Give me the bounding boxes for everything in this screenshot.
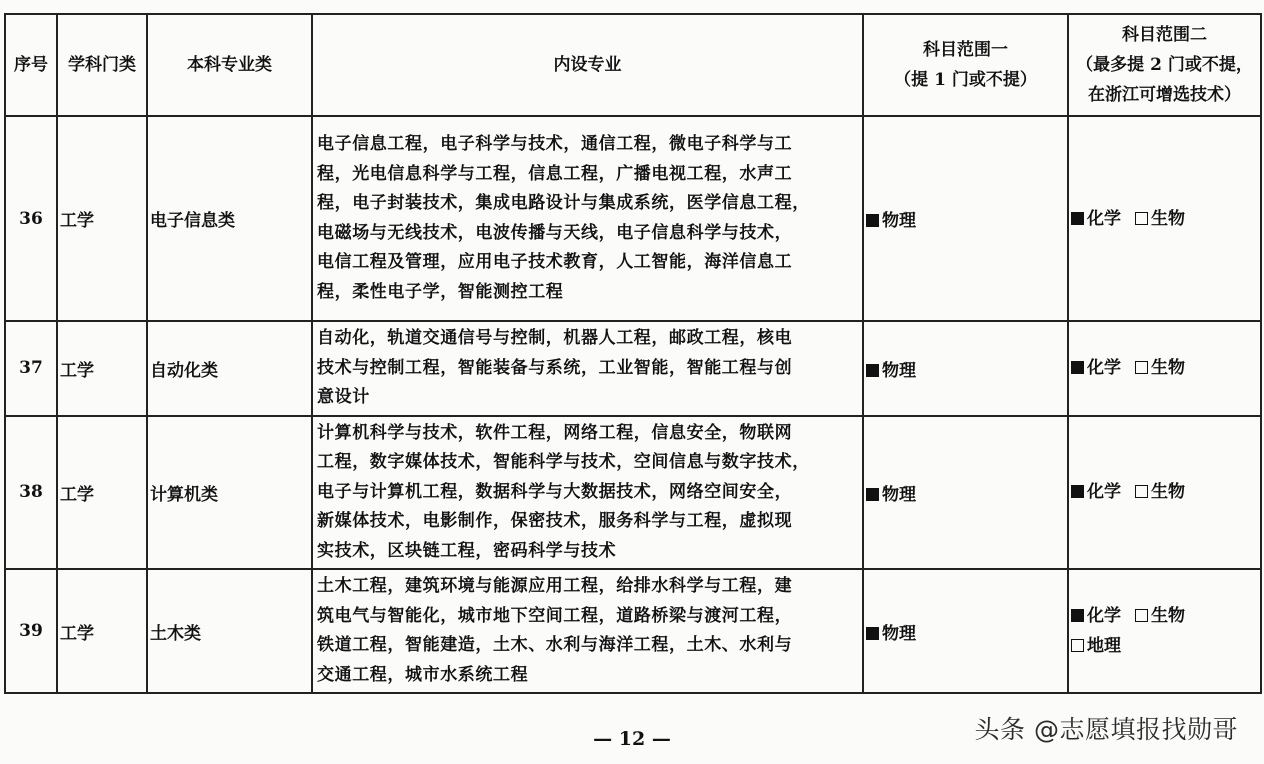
header-subject1-line: （提 1 门或不提） — [894, 70, 1037, 90]
table-header-row — [5, 14, 1261, 116]
checked-box-icon — [1071, 212, 1084, 225]
subject-option — [1071, 601, 1121, 631]
subject2-line — [1071, 631, 1260, 661]
checked-box-icon — [1071, 361, 1084, 374]
unchecked-box-icon — [1071, 639, 1084, 652]
row-subject2 — [1068, 116, 1261, 321]
major-line: 交通工程，城市水系统工程 — [317, 664, 529, 685]
subject-option — [1135, 601, 1185, 631]
row-discipline: 工学 — [57, 416, 147, 570]
table-row — [5, 569, 1261, 693]
subject-option — [866, 206, 916, 231]
row-index: 39 — [5, 569, 57, 693]
subject-option — [1071, 353, 1121, 383]
major-line: 自动化，轨道交通信号与控制，机器人工程，邮政工程，核电 — [317, 328, 793, 348]
major-line: 电信工程及管理，应用电子技术教育，人工智能，海洋信息工 — [317, 252, 793, 272]
row-subject1 — [863, 569, 1068, 693]
subject-label: 生物 — [1151, 482, 1185, 503]
subject-requirements-table — [4, 13, 1262, 694]
unchecked-box-icon — [1135, 609, 1148, 622]
subject-option — [866, 480, 916, 505]
subject-option — [1135, 477, 1185, 507]
unchecked-box-icon — [1135, 485, 1148, 498]
checked-box-icon — [1071, 609, 1084, 622]
row-subject1 — [863, 116, 1068, 321]
header-index: 序号 — [5, 14, 57, 116]
subject-label: 物理 — [882, 211, 916, 231]
row-discipline: 工学 — [57, 569, 147, 693]
row-category: 自动化类 — [147, 321, 312, 416]
row-category: 电子信息类 — [147, 116, 312, 321]
checked-box-icon — [866, 364, 879, 377]
row-majors — [312, 321, 863, 416]
major-line: 实技术，区块链工程，密码科学与技术 — [317, 540, 617, 561]
subject-option — [866, 619, 916, 644]
row-majors — [312, 569, 863, 693]
subject-option — [866, 356, 916, 381]
header-majors: 内设专业 — [312, 14, 863, 116]
major-line: 铁道工程，智能建造，土木、水利与海洋工程，土木、水利与 — [317, 635, 793, 655]
unchecked-box-icon — [1135, 212, 1148, 225]
table-row — [5, 321, 1261, 416]
checked-box-icon — [866, 627, 879, 640]
subject-label: 物理 — [882, 484, 916, 505]
major-line: 电子信息工程，电子科学与技术，通信工程，微电子科学与工 — [317, 134, 793, 154]
subject-option — [1071, 477, 1121, 507]
row-subject2 — [1068, 321, 1261, 416]
checked-box-icon — [866, 214, 879, 227]
header-subject2 — [1068, 14, 1261, 116]
row-index: 38 — [5, 416, 57, 570]
major-line: 技术与控制工程，智能装备与系统，工业智能，智能工程与创 — [317, 357, 793, 378]
major-line: 意设计 — [317, 387, 370, 407]
row-index: 36 — [5, 116, 57, 321]
subject-label: 生物 — [1151, 606, 1185, 626]
header-category: 本科专业类 — [147, 14, 312, 116]
row-discipline: 工学 — [57, 321, 147, 416]
major-line: 工程，数字媒体技术，智能科学与技术，空间信息与数字技术， — [317, 452, 810, 472]
page-number: — 12 — — [593, 728, 671, 750]
subject2-line — [1071, 204, 1260, 234]
subject-label: 地理 — [1087, 636, 1121, 656]
row-subject2 — [1068, 569, 1261, 693]
row-subject1 — [863, 416, 1068, 570]
header-subject2-line: 在浙江可增选技术） — [1088, 85, 1241, 105]
header-subject2-line: 科目范围二 — [1122, 25, 1207, 45]
watermark: 头条 @志愿填报找勋哥 — [974, 715, 1238, 744]
subject-label: 生物 — [1151, 358, 1185, 379]
row-subject2 — [1068, 416, 1261, 570]
major-line: 计算机科学与技术，软件工程，网络工程，信息安全，物联网 — [317, 422, 793, 443]
subject-label: 化学 — [1087, 482, 1121, 503]
subject-label: 生物 — [1151, 208, 1185, 229]
header-discipline: 学科门类 — [57, 14, 147, 116]
subject-label: 物理 — [882, 623, 916, 644]
subject-option — [1071, 204, 1121, 234]
major-line: 电子与计算机工程，数据科学与大数据技术，网络空间安全， — [317, 481, 793, 502]
row-index: 37 — [5, 321, 57, 416]
major-line: 电磁场与无线技术，电波传播与天线，电子信息科学与技术， — [317, 222, 793, 243]
subject-option — [1135, 204, 1185, 234]
row-majors — [312, 416, 863, 570]
row-majors — [312, 116, 863, 321]
checked-box-icon — [1071, 485, 1084, 498]
major-line: 筑电气与智能化，城市地下空间工程，道路桥梁与渡河工程， — [317, 605, 793, 626]
header-subject1 — [863, 14, 1068, 116]
subject-option — [1071, 631, 1121, 661]
checked-box-icon — [866, 488, 879, 501]
major-line: 土木工程，建筑环境与能源应用工程，给排水科学与工程，建 — [317, 576, 793, 596]
major-line: 程，光电信息科学与工程，信息工程，广播电视工程，水声工 — [317, 163, 793, 184]
major-line: 程，电子封装技术，集成电路设计与集成系统，医学信息工程， — [317, 193, 810, 213]
subject2-line — [1071, 477, 1260, 507]
major-line: 新媒体技术，电影制作，保密技术，服务科学与工程，虚拟现 — [317, 511, 793, 531]
header-subject1-line: 科目范围一 — [923, 40, 1008, 60]
subject2-line — [1071, 601, 1260, 631]
subject2-line — [1071, 353, 1260, 383]
subject-option — [1135, 353, 1185, 383]
row-subject1 — [863, 321, 1068, 416]
table-row — [5, 116, 1261, 321]
row-category: 土木类 — [147, 569, 312, 693]
table-row — [5, 416, 1261, 570]
subject-label: 化学 — [1087, 606, 1121, 626]
subject-label: 物理 — [882, 360, 916, 381]
row-discipline: 工学 — [57, 116, 147, 321]
row-category: 计算机类 — [147, 416, 312, 570]
subject-label: 化学 — [1087, 358, 1121, 379]
unchecked-box-icon — [1135, 361, 1148, 374]
major-line: 程，柔性电子学，智能测控工程 — [317, 281, 564, 302]
subject-label: 化学 — [1087, 208, 1121, 229]
header-subject2-line: （最多提 2 门或不提， — [1076, 55, 1253, 75]
